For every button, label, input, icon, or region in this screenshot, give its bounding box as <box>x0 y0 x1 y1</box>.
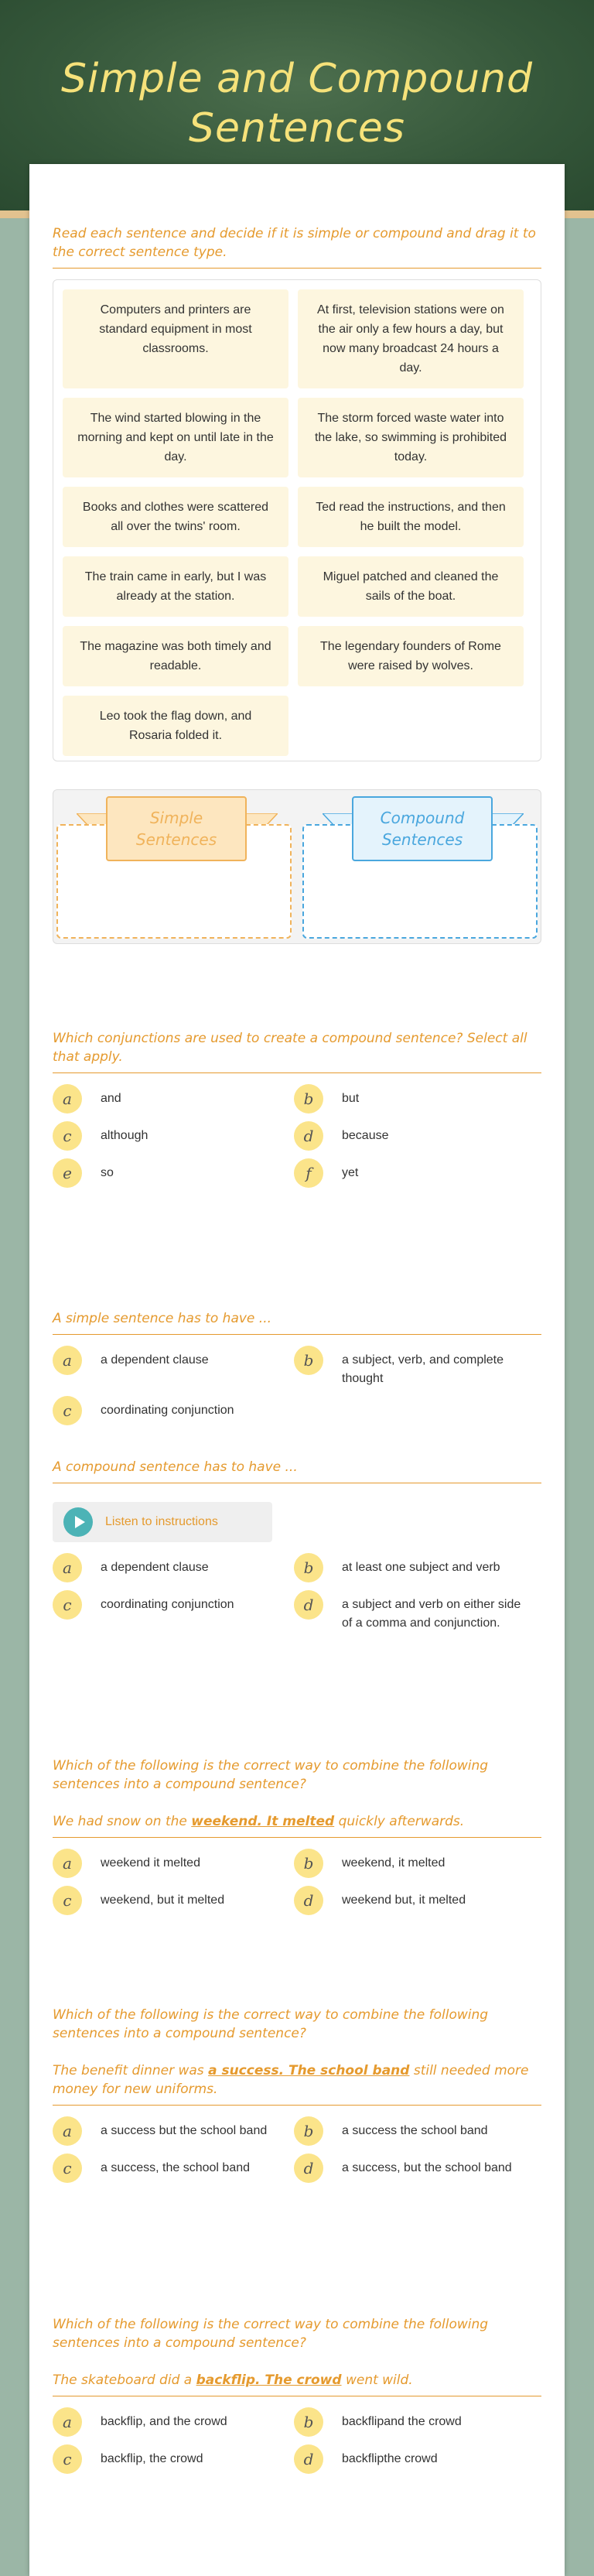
option-text: a subject and verb on either side of a comma and conjunction. <box>342 1598 521 1630</box>
sentence-underlined: backflip. The crowd <box>196 2372 342 2388</box>
sentence-prompt <box>53 1812 541 1838</box>
listen-label: Listen to instructions <box>105 1515 218 1528</box>
question-prompt: A compound sentence has to have ... <box>53 1458 541 1483</box>
option-letter-badge: c <box>53 1396 82 1425</box>
option-text: backflip, the crowd <box>101 2452 203 2465</box>
sentence-post: went wild. <box>341 2372 413 2388</box>
question-simple-sentence <box>53 1309 541 1433</box>
answer-option[interactable] <box>294 1158 535 1188</box>
question-prompt: Which of the following is the correct way to combine the following sentences into a compound sentence? <box>53 1758 489 1792</box>
sentence-pre: The benefit dinner was <box>53 2063 209 2078</box>
option-letter-badge: a <box>53 1346 82 1375</box>
answer-option[interactable] <box>294 2116 535 2146</box>
answer-option[interactable] <box>294 2407 535 2437</box>
answer-options <box>53 1849 541 1923</box>
answer-option[interactable] <box>53 1553 294 1582</box>
sentence-card[interactable]: The legendary founders of Rome were raised by wolves. <box>298 626 524 686</box>
question-combine-3 <box>53 2315 541 2482</box>
option-text: coordinating conjunction <box>101 1404 234 1417</box>
option-text: a success but the school band <box>101 2124 268 2137</box>
option-text: a success, but the school band <box>342 2161 512 2174</box>
answer-option[interactable] <box>294 1590 535 1633</box>
option-text: weekend it melted <box>101 1856 200 1870</box>
answer-option[interactable] <box>294 1849 535 1878</box>
answer-option[interactable] <box>53 1084 294 1114</box>
option-text: and <box>101 1092 121 1105</box>
option-text: because <box>342 1129 389 1142</box>
answer-option[interactable] <box>53 1346 294 1388</box>
option-letter-badge: b <box>294 1346 323 1375</box>
sentence-prompt <box>53 2371 541 2396</box>
question-prompt: Which conjunctions are used to create a compound sentence? Select all that apply. <box>53 1029 541 1073</box>
sentence-card[interactable]: Leo took the flag down, and Rosaria folded it. <box>63 696 288 756</box>
question-combine-1 <box>53 1757 541 1923</box>
sentence-underlined: a success. The school band <box>208 2063 410 2078</box>
compound-sentences-label: Compound Sentences <box>352 796 493 861</box>
option-letter-badge: b <box>294 2116 323 2146</box>
option-text: weekend but, it melted <box>342 1894 466 1907</box>
option-text: backflipthe crowd <box>342 2452 438 2465</box>
answer-option[interactable] <box>53 1590 294 1633</box>
option-text: coordinating conjunction <box>101 1598 234 1611</box>
drop-area <box>53 789 541 944</box>
sentence-card[interactable]: The magazine was both timely and readable. <box>63 626 288 686</box>
answer-option[interactable] <box>53 2116 294 2146</box>
answer-option[interactable] <box>294 2154 535 2183</box>
question-prompt: Which of the following is the correct way to combine the following sentences into a compound sentence? <box>53 2317 489 2351</box>
sentence-card[interactable]: Books and clothes were scattered all over the twins' room. <box>63 487 288 547</box>
question-compound-sentence <box>53 1458 541 1640</box>
option-letter-badge: c <box>53 1590 82 1620</box>
answer-options <box>53 1553 541 1640</box>
worksheet <box>29 164 565 2576</box>
option-letter-badge: c <box>53 1121 82 1151</box>
answer-option[interactable] <box>53 2154 294 2183</box>
answer-options <box>53 2407 541 2482</box>
option-text: a subject, verb, and complete thought <box>342 1353 504 1385</box>
answer-option[interactable] <box>53 2444 294 2474</box>
option-text: but <box>342 1092 360 1105</box>
option-letter-badge: d <box>294 2154 323 2183</box>
question-prompt: Read each sentence and decide if it is simple or compound and drag it to the correct sentence type. <box>53 224 541 269</box>
option-letter-badge: e <box>53 1158 82 1188</box>
sentence-prompt <box>53 2061 541 2106</box>
option-text: weekend, it melted <box>342 1856 446 1870</box>
answer-option[interactable] <box>294 2444 535 2474</box>
option-text: a dependent clause <box>101 1561 209 1574</box>
play-icon <box>63 1507 93 1537</box>
answer-options <box>53 1346 541 1433</box>
sentence-post: still needed more money for new uniforms. <box>53 2063 529 2097</box>
option-letter-badge: d <box>294 1590 323 1620</box>
option-text: at least one subject and verb <box>342 1561 500 1574</box>
answer-option[interactable] <box>53 1396 294 1425</box>
sentence-pre: We had snow on the <box>53 1814 192 1829</box>
option-text: backflip, and the crowd <box>101 2415 227 2428</box>
page-title: Simple and Compound Sentences <box>61 56 533 152</box>
question-conjunctions <box>53 1029 541 1196</box>
answer-option[interactable] <box>53 1121 294 1151</box>
option-letter-badge: b <box>294 1849 323 1878</box>
sentence-card[interactable]: Ted read the instructions, and then he built the model. <box>298 487 524 547</box>
option-letter-badge: c <box>53 2154 82 2183</box>
option-letter-badge: b <box>294 1553 323 1582</box>
answer-option[interactable] <box>294 1084 535 1114</box>
option-text: a success, the school band <box>101 2161 251 2174</box>
answer-options <box>53 1084 541 1196</box>
answer-option[interactable] <box>53 1158 294 1188</box>
option-letter-badge: b <box>294 2407 323 2437</box>
option-text: a success the school band <box>342 2124 488 2137</box>
option-text: a dependent clause <box>101 1353 209 1367</box>
sentence-card[interactable]: Computers and printers are standard equipment in most classrooms. <box>63 289 288 388</box>
option-letter-badge: d <box>294 2444 323 2474</box>
answer-option[interactable] <box>53 1886 294 1915</box>
sentence-card[interactable]: The wind started blowing in the morning and kept on until late in the day. <box>63 398 288 477</box>
sentence-card[interactable]: The train came in early, but I was already at the station. <box>63 556 288 617</box>
answer-option[interactable] <box>294 1346 535 1388</box>
answer-option[interactable] <box>53 1849 294 1878</box>
answer-option[interactable] <box>53 2407 294 2437</box>
answer-option[interactable] <box>294 1553 535 1582</box>
option-text: although <box>101 1129 148 1142</box>
sentence-card[interactable]: Miguel patched and cleaned the sails of the boat. <box>298 556 524 617</box>
option-letter-badge: c <box>53 2444 82 2474</box>
question-combine-2 <box>53 2006 541 2191</box>
option-letter-badge: d <box>294 1121 323 1151</box>
question-drag-sort <box>53 224 541 944</box>
sentence-card[interactable]: At first, television stations were on the air only a few hours a day, but now many broadcast 24 hours a day. <box>298 289 524 388</box>
option-text: weekend, but it melted <box>101 1894 225 1907</box>
option-letter-badge: c <box>53 1886 82 1915</box>
sentence-card[interactable]: The storm forced waste water into the lake, so swimming is prohibited today. <box>298 398 524 477</box>
sentence-pre: The skateboard did a <box>53 2372 196 2388</box>
option-text: so <box>101 1166 114 1179</box>
option-text: yet <box>342 1166 359 1179</box>
option-letter-badge: f <box>294 1158 323 1188</box>
option-text: backflipand the crowd <box>342 2415 462 2428</box>
simple-sentences-label: Simple Sentences <box>106 796 247 861</box>
option-letter-badge: a <box>53 1553 82 1582</box>
sentence-post: quickly afterwards. <box>334 1814 465 1829</box>
listen-instructions-button[interactable] <box>53 1502 272 1542</box>
option-letter-badge: a <box>53 1849 82 1878</box>
answer-option[interactable] <box>294 1121 535 1151</box>
answer-options <box>53 2116 541 2191</box>
option-letter-badge: d <box>294 1886 323 1915</box>
sentence-underlined: weekend. It melted <box>191 1814 335 1829</box>
option-letter-badge: a <box>53 2116 82 2146</box>
question-prompt: A simple sentence has to have ... <box>53 1309 541 1335</box>
option-letter-badge: a <box>53 1084 82 1114</box>
option-letter-badge: b <box>294 1084 323 1114</box>
answer-option[interactable] <box>294 1886 535 1915</box>
question-prompt: Which of the following is the correct way to combine the following sentences into a compound sentence? <box>53 2007 489 2041</box>
option-letter-badge: a <box>53 2407 82 2437</box>
sentence-card-pool <box>53 279 541 761</box>
